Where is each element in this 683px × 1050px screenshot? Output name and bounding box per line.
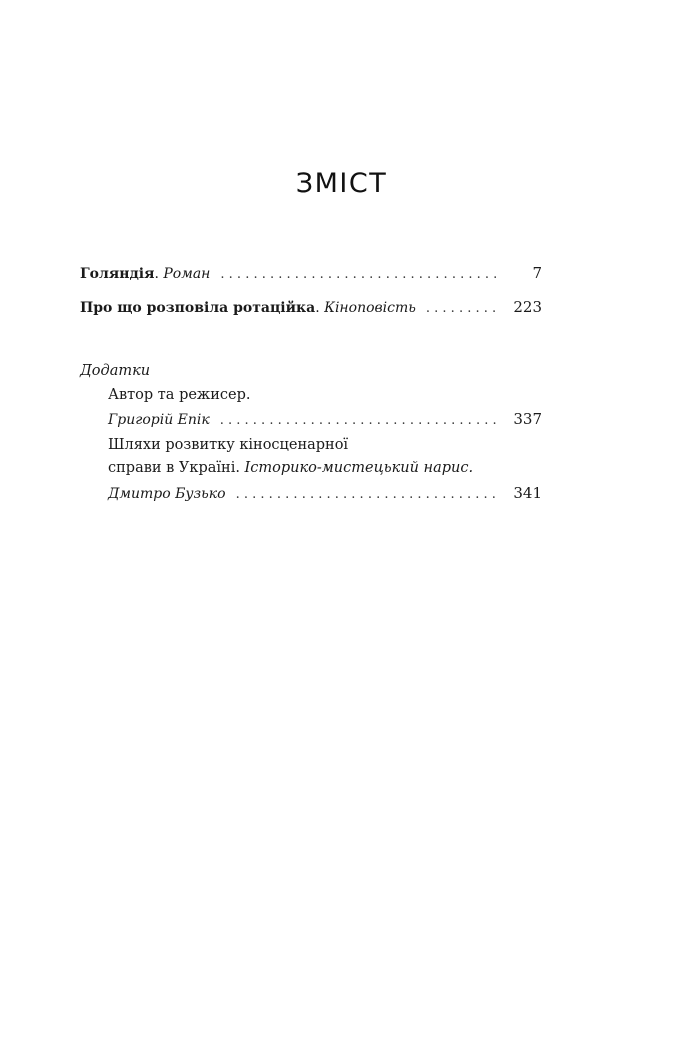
appendix-item-title-line2 — [108, 459, 473, 477]
appendix-item-title[interactable]: Шляхи розвитку кіносценарної — [108, 437, 349, 453]
toc-entry[interactable]: Голяндія . Роман . . . 7 — [80, 264, 542, 284]
dot-leader — [220, 266, 496, 284]
appendix-item-subtitle: Історико-мистецький нарис. — [244, 460, 474, 476]
dot-leader — [220, 412, 496, 430]
toc-entry[interactable]: Про що розповіла ротаційка . Кіноповість . . . 223 — [80, 298, 542, 318]
entry-author: Григорій Епік — [108, 412, 210, 428]
toc-entry[interactable] — [108, 410, 542, 430]
page-number: 223 — [513, 298, 542, 316]
appendix-heading: Додатки — [80, 363, 151, 379]
page-title: ЗМІСТ — [295, 168, 388, 199]
entry-subtitle: Кіноповість — [324, 300, 416, 316]
appendix-item-title[interactable]: Автор та режисер. — [108, 387, 251, 403]
dot-leader — [426, 300, 496, 318]
page-number: 341 — [513, 484, 542, 502]
toc-entry[interactable] — [108, 484, 542, 504]
entry-title: Голяндія — [80, 266, 155, 282]
page-number: 7 — [532, 264, 542, 282]
appendix-item-title-part: справи в Україні. — [108, 460, 240, 476]
entry-subtitle: Роман — [163, 266, 211, 282]
entry-author: Дмитро Бузько — [108, 486, 226, 502]
entry-title: Про що розповіла ротаційка — [80, 300, 316, 316]
dot-leader — [236, 486, 496, 504]
page-number: 337 — [513, 410, 542, 428]
